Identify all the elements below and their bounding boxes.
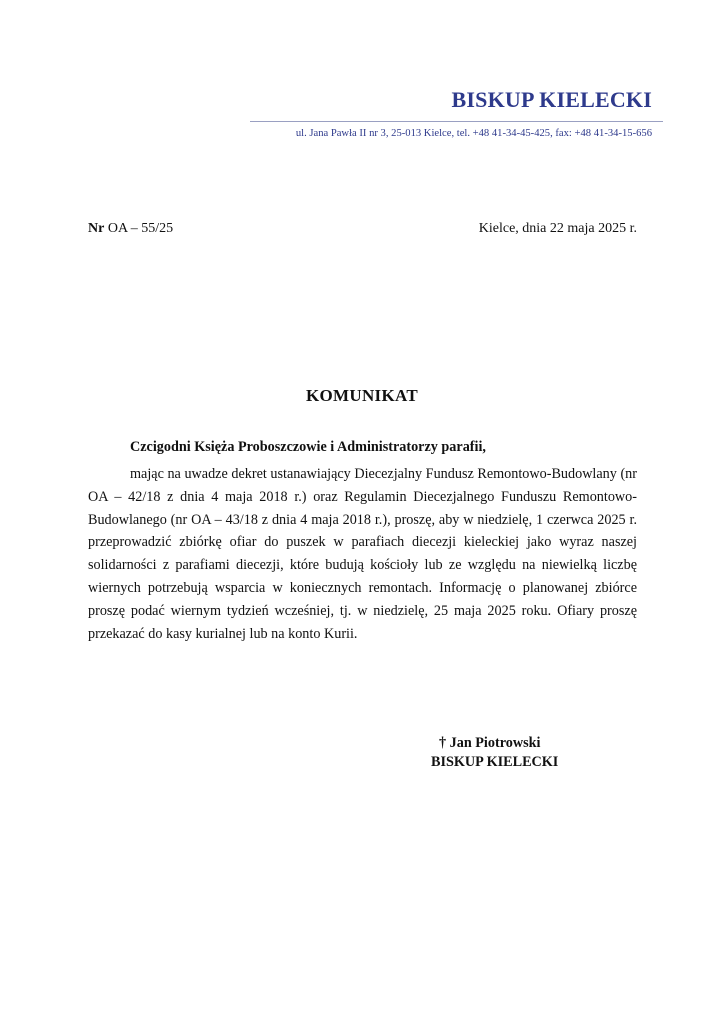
- letterhead-address: ul. Jana Pawła II nr 3, 25-013 Kielce, tel. +48 41-34-45-425, fax: +48 41-34-15-656: [295, 128, 652, 139]
- reference-label: Nr: [88, 221, 105, 236]
- body-paragraph: mając na uwadze dekret ustanawiający Diecezjalny Fundusz Remontowo-Budowlany (nr OA – 42/18 z dnia 4 maja 2018 r.) oraz Regulamin Diecezjalnego Funduszu Remontowo-Budowlanego (nr OA – 43/18 z dnia 4 maja 2018 r.), proszę, aby w niedzielę, 1 czerwca 2025 r. przeprowadzić zbiórkę ofiar do puszek w parafiach diecezji kieleckiej jako wyraz naszej solidarności z parafiami diecezji, które budują kościoły lub ze względu na niewielką liczbę wiernych potrzebują wsparcia w koniecznych remontach. Informację o planowanej zbiórce proszę podać wiernym tydzień wcześniej, tj. w niedzielę, 25 maja 2025 roku. Ofiary proszę przekazać do kasy kurialnej lub na konto Kurii.: [88, 466, 637, 642]
- salutation: Czcigodni Księża Proboszczowie i Administratorzy parafii,: [130, 439, 486, 455]
- reference-number: [88, 219, 173, 239]
- place-date: Kielce, dnia 22 maja 2025 r.: [478, 221, 637, 236]
- signature-title: BISKUP KIELECKI: [431, 754, 559, 770]
- letterhead-divider: [250, 121, 663, 122]
- reference-value: OA – 55/25: [107, 221, 174, 236]
- letterhead-title: BISKUP KIELECKI: [451, 87, 652, 112]
- document-title: KOMUNIKAT: [306, 386, 418, 405]
- signature-name: † Jan Piotrowski: [439, 735, 541, 751]
